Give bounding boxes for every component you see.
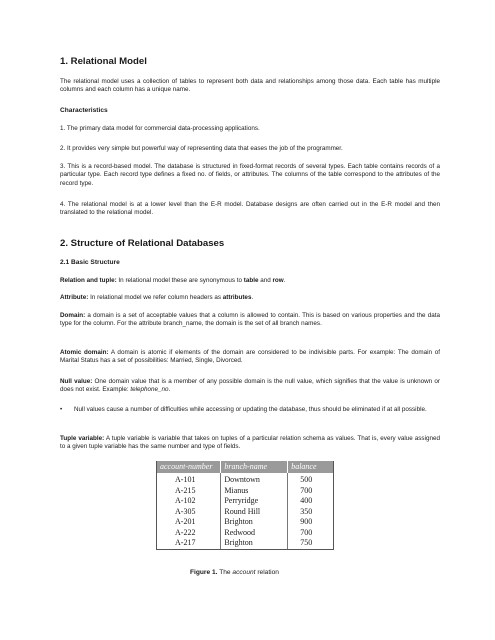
cell-balance: 700 — [288, 528, 333, 539]
cell-branch-name: Downtown — [221, 473, 288, 486]
attribute-label: Attribute: — [60, 294, 89, 301]
subsection-basic-structure: 2.1 Basic Structure — [60, 259, 120, 266]
atomic-domain-label: Atomic domain: — [60, 349, 109, 356]
relation-tuple-paragraph: Relation and tuple: In relational model these are synonymous to table and row. — [60, 277, 286, 284]
cell-balance: 500 — [288, 473, 333, 486]
null-value-paragraph: Null value: One domain value that is a member of any possible domain is the null value, which signifies that the value is unknown or does not exist. Example: telephone_no. — [60, 378, 440, 394]
section-1-title: 1. Relational Model — [60, 56, 147, 67]
null-value-label: Null value: — [60, 378, 93, 385]
table-row — [157, 507, 333, 518]
cell-balance: 350 — [288, 507, 333, 518]
characteristic-2: 2. It provides very simple but powerful way of representing data that eases the job of the programmer. — [60, 145, 343, 152]
characteristics-heading: Characteristics — [60, 107, 108, 114]
cell-account-number: A-217 — [175, 538, 196, 547]
cell-balance: 700 — [288, 486, 333, 497]
table-row — [157, 486, 333, 497]
table-row — [157, 496, 333, 507]
cell-account-number: A-101 — [175, 475, 196, 484]
cell-account-number: A-222 — [175, 527, 196, 537]
cell-account-number: A-102 — [175, 496, 196, 505]
cell-branch-name: Redwood — [221, 528, 288, 539]
table-row — [157, 538, 333, 549]
cell-branch-name: Round Hill — [221, 507, 288, 518]
bullet-icon: • — [60, 406, 63, 413]
figure-label: Figure 1. — [190, 569, 218, 576]
relation-tuple-label: Relation and tuple: — [60, 277, 117, 284]
table-row — [157, 473, 333, 486]
table-row — [157, 528, 333, 539]
cell-balance: 750 — [288, 538, 333, 549]
cell-branch-name: Perryridge — [221, 496, 288, 507]
domain-label: Domain: — [60, 312, 86, 319]
cell-balance: 900 — [288, 517, 333, 528]
tuple-variable-label: Tuple variable: — [60, 435, 105, 442]
account-relation-table — [156, 461, 334, 550]
header-branch-name: branch-name — [221, 461, 288, 473]
section-2-title: 2. Structure of Relational Databases — [60, 238, 225, 249]
tuple-variable-paragraph: Tuple variable: A tuple variable is variable that takes on tuples of a particular relation schema as values. That is, every value assigned to a given tuple variable has the same number and type of fields. — [60, 435, 440, 451]
cell-branch-name: Brighton — [221, 517, 288, 528]
bullet-text: Null values cause a number of difficulties while accessing or updating the database, thus should be eliminated if at all possible. — [74, 406, 427, 413]
header-account-number: account-number — [157, 461, 221, 473]
null-value-bullet — [60, 406, 440, 414]
domain-paragraph: Domain: a domain is a set of acceptable values that a column is allowed to contain. This is based on various properties and the data type for the column. For the attribute branch_name, the domain is the set of all branch names. — [60, 312, 440, 328]
atomic-domain-paragraph: Atomic domain: A domain is atomic if elements of the domain are considered to be indivisible parts. For example: The domain of Marital Status has a set of possibilities: Married, Single, Divorced. — [60, 349, 440, 365]
figure-caption: Figure 1. The account relation — [190, 569, 279, 576]
characteristic-3: 3. This is a record-based model. The database is structured in fixed-format records of several types. Each table contains records of a particular type. Each record type defines a fixed no. of fields, or attributes. The columns of the table correspond to the attributes of the record type. — [60, 163, 440, 187]
cell-account-number: A-215 — [175, 485, 196, 495]
header-balance: balance — [288, 461, 333, 473]
table-header-row — [157, 461, 333, 473]
section-1-intro: The relational model uses a collection of tables to represent both data and relationships among those data. Each table has multiple columns and each column has a unique name. — [60, 78, 440, 94]
attribute-paragraph: Attribute: In relational model we refer column headers as attributes. — [60, 294, 254, 301]
cell-balance: 400 — [288, 496, 333, 507]
cell-account-number: A-201 — [175, 517, 196, 526]
characteristic-4: 4. The relational model is at a lower level than the E-R model. Database designs are often carried out in the E-R model and then translated to the relational model. — [60, 201, 440, 217]
table-row — [157, 517, 333, 528]
characteristic-1: 1. The primary data model for commercial data-processing applications. — [60, 125, 260, 132]
cell-account-number: A-305 — [175, 506, 196, 516]
cell-branch-name: Brighton — [221, 538, 288, 549]
cell-branch-name: Mianus — [221, 486, 288, 497]
